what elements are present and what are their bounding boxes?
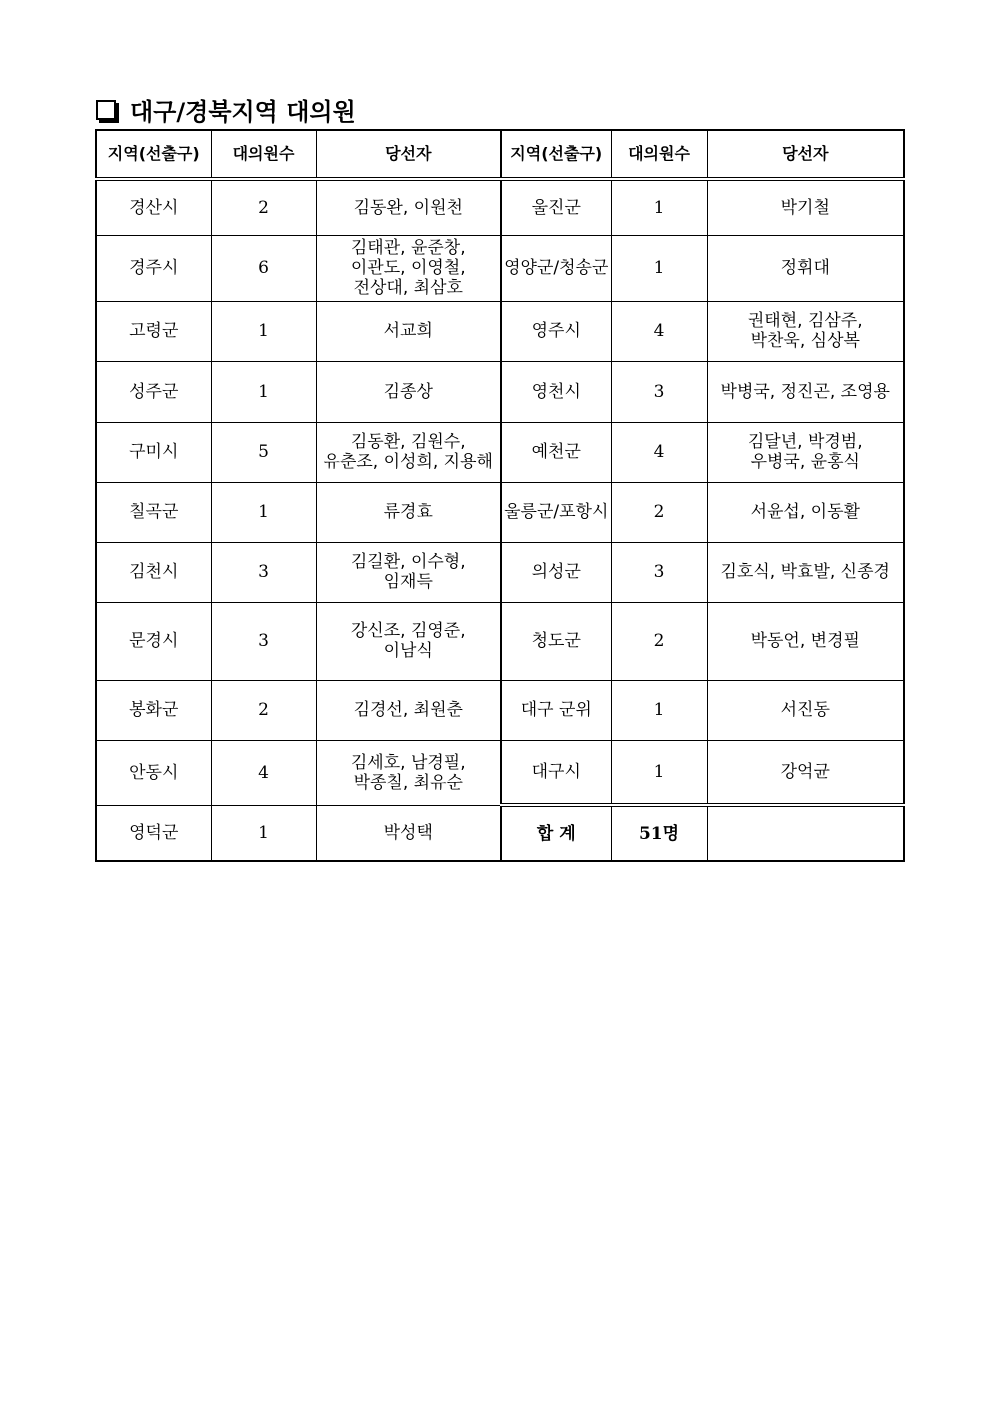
table-row xyxy=(96,805,904,861)
count-cell: 2 xyxy=(611,602,707,680)
section-heading xyxy=(96,92,356,126)
winners-cell xyxy=(316,482,501,542)
region-cell: 김천시 xyxy=(96,542,211,602)
winner-line: 권태현, 김삼주, xyxy=(747,311,863,331)
region-cell: 고령군 xyxy=(96,301,211,361)
count-cell: 2 xyxy=(611,482,707,542)
header-count: 대의원수 xyxy=(611,130,707,179)
table-row xyxy=(96,542,904,602)
region-cell: 영천시 xyxy=(501,361,611,422)
winners-cell xyxy=(316,422,501,482)
table-row xyxy=(96,680,904,740)
header-region: 지역(선출구) xyxy=(96,130,211,179)
total-label: 합 계 xyxy=(501,805,611,861)
count-cell: 4 xyxy=(611,301,707,361)
count-cell: 1 xyxy=(211,805,316,861)
region-cell: 칠곡군 xyxy=(96,482,211,542)
region-cell: 문경시 xyxy=(96,602,211,680)
winner-line: 정휘대 xyxy=(780,258,830,278)
winners-cell xyxy=(707,361,904,422)
winner-line: 김동환, 김원수, xyxy=(350,432,466,452)
winner-line: 전상대, 최삼호 xyxy=(353,278,463,298)
count-cell: 1 xyxy=(611,179,707,235)
winners-cell xyxy=(316,602,501,680)
winner-line: 박병국, 정진곤, 조영용 xyxy=(720,381,890,402)
table-header-row xyxy=(96,130,904,179)
winner-line: 김세호, 남경필, xyxy=(350,752,466,773)
header-region: 지역(선출구) xyxy=(501,130,611,179)
checkbox-square-icon xyxy=(96,100,116,120)
region-cell: 안동시 xyxy=(96,740,211,805)
table-row xyxy=(96,301,904,361)
delegates-table xyxy=(95,129,905,862)
region-cell: 봉화군 xyxy=(96,680,211,740)
winners-cell xyxy=(707,301,904,361)
winners-cell xyxy=(707,179,904,235)
count-cell: 3 xyxy=(211,602,316,680)
winner-line: 김태관, 윤준창, xyxy=(350,238,466,258)
region-cell: 구미시 xyxy=(96,422,211,482)
count-cell: 1 xyxy=(611,680,707,740)
winner-line: 박동언, 변경필 xyxy=(750,631,860,651)
winner-line: 강억균 xyxy=(780,761,830,782)
header-winners: 당선자 xyxy=(707,130,904,179)
winners-cell xyxy=(707,740,904,805)
winner-line: 김동완, 이원천 xyxy=(353,197,463,218)
winners-cell xyxy=(707,602,904,680)
winners-cell xyxy=(316,235,501,301)
count-cell: 1 xyxy=(211,301,316,361)
table-row xyxy=(96,740,904,805)
region-cell: 경주시 xyxy=(96,235,211,301)
winner-line: 박찬욱, 심상복 xyxy=(750,331,860,351)
table-row xyxy=(96,361,904,422)
region-cell: 대구 군위 xyxy=(501,680,611,740)
count-cell: 4 xyxy=(211,740,316,805)
region-cell: 울릉군/포항시 xyxy=(501,482,611,542)
winner-line: 박종칠, 최유순 xyxy=(353,772,463,793)
winners-cell xyxy=(707,482,904,542)
winners-cell xyxy=(316,542,501,602)
winner-line: 박기철 xyxy=(780,197,830,218)
count-cell: 1 xyxy=(611,235,707,301)
count-cell: 5 xyxy=(211,422,316,482)
region-cell: 영주시 xyxy=(501,301,611,361)
total-value: 51명 xyxy=(611,805,707,861)
region-cell: 울진군 xyxy=(501,179,611,235)
region-cell: 영양군/청송군 xyxy=(501,235,611,301)
winner-line: 김길환, 이수형, xyxy=(350,552,466,572)
region-cell: 의성군 xyxy=(501,542,611,602)
winners-cell xyxy=(316,361,501,422)
winner-line: 이관도, 이영철, xyxy=(350,258,466,278)
region-cell: 예천군 xyxy=(501,422,611,482)
winners-cell xyxy=(316,805,501,861)
winner-line: 서윤섭, 이동활 xyxy=(750,502,860,522)
winner-line: 김달년, 박경범, xyxy=(747,432,863,452)
table-row xyxy=(96,235,904,301)
table-row xyxy=(96,602,904,680)
count-cell: 3 xyxy=(211,542,316,602)
count-cell: 1 xyxy=(611,740,707,805)
winner-line: 임재득 xyxy=(383,572,433,592)
page-title: 대구/경북지역 대의원 xyxy=(130,97,356,126)
winner-line: 류경효 xyxy=(383,502,433,522)
table-row xyxy=(96,482,904,542)
winners-cell xyxy=(316,740,501,805)
table-row xyxy=(96,422,904,482)
count-cell: 3 xyxy=(611,542,707,602)
winners-cell xyxy=(707,542,904,602)
winner-line: 강신조, 김영준, xyxy=(350,621,466,641)
count-cell: 4 xyxy=(611,422,707,482)
count-cell: 2 xyxy=(211,680,316,740)
winner-line: 이남식 xyxy=(383,641,433,661)
winner-line: 김호식, 박효발, 신종경 xyxy=(720,562,890,582)
count-cell: 3 xyxy=(611,361,707,422)
total-blank-cell xyxy=(707,805,904,861)
winner-line: 유춘조, 이성희, 지용해 xyxy=(323,452,493,472)
region-cell: 경산시 xyxy=(96,179,211,235)
header-winners: 당선자 xyxy=(316,130,501,179)
table-row xyxy=(96,179,904,235)
count-cell: 2 xyxy=(211,179,316,235)
count-cell: 6 xyxy=(211,235,316,301)
winners-cell xyxy=(707,680,904,740)
winners-cell xyxy=(316,179,501,235)
region-cell: 성주군 xyxy=(96,361,211,422)
header-count: 대의원수 xyxy=(211,130,316,179)
winner-line: 서교희 xyxy=(383,321,433,341)
winner-line: 김종상 xyxy=(383,381,433,402)
winner-line: 우병국, 윤홍식 xyxy=(750,452,860,472)
winners-cell xyxy=(316,680,501,740)
count-cell: 1 xyxy=(211,361,316,422)
count-cell: 1 xyxy=(211,482,316,542)
winner-line: 서진동 xyxy=(780,700,830,720)
region-cell: 청도군 xyxy=(501,602,611,680)
winner-line: 박성택 xyxy=(383,822,433,843)
winner-line: 김경선, 최원춘 xyxy=(353,700,463,720)
winners-cell xyxy=(707,422,904,482)
region-cell: 영덕군 xyxy=(96,805,211,861)
winners-cell xyxy=(707,235,904,301)
winners-cell xyxy=(316,301,501,361)
region-cell: 대구시 xyxy=(501,740,611,805)
